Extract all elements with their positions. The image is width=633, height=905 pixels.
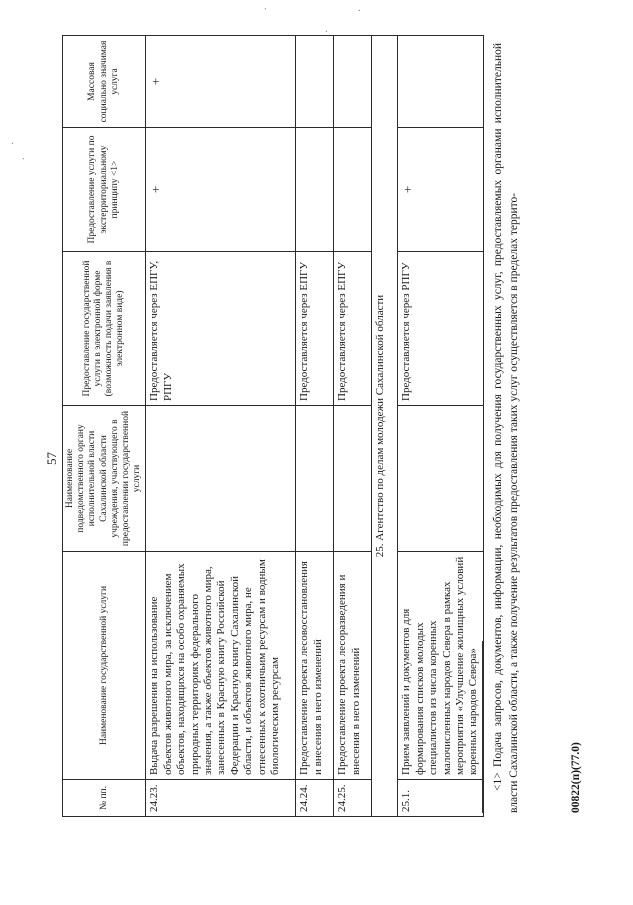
scan-speck: .: [16, 157, 27, 160]
header-service: Наименование государственной услуги: [63, 552, 146, 780]
agency-cell: [334, 406, 372, 552]
row-number: 24.24.: [296, 780, 334, 817]
mass-cell: +: [146, 36, 296, 128]
mass-cell: [398, 36, 483, 128]
footnote-divider: [482, 641, 483, 813]
table-row: [146, 36, 296, 817]
scan-speck: ·: [322, 29, 333, 33]
table-row: [398, 36, 483, 817]
section-row: [372, 36, 398, 817]
agency-cell: [146, 406, 296, 552]
electronic-cell: Предоставляется через ЕПГУ: [296, 252, 334, 406]
service-name: Выдача разрешения на использование объектов животного мира, за исключением объектов, находящихся на особо охраняемых природных территориях федерального значения, а также объектов животного мира, занесенных в Красную книгу Российской Федерации и Красную книгу Сахалинской области, и объектов животного мира, не отнесенных к охотничьим ресурсам и водным биологическим ресурсам: [146, 552, 296, 780]
scan-speck: ·: [355, 8, 366, 12]
electronic-cell: Предоставляется через ЕПГУ, РПГУ: [146, 252, 296, 406]
page-number: 57: [44, 452, 59, 465]
service-name: Предоставление проекта лесоразведения и внесения в него изменений: [334, 552, 372, 780]
mass-cell: [296, 36, 334, 128]
footnote-text: <1> Подача запросов, документов, информации, необходимых для получения государственных услуг, предоставляемых органами исполнительной власти Сахалинской области, а также получение результатов предоставления таких услуг осуществляется в пределах террито-: [492, 43, 520, 813]
row-number: 24.23.: [146, 780, 296, 817]
table-row: [334, 36, 372, 817]
header-extraterritorial: Предоставление услуги по экстерриториальному принципу <1>: [63, 128, 146, 252]
electronic-cell: Предоставляется через ЕПГУ: [334, 252, 372, 406]
service-name: Предоставление проекта лесовосстановления и внесения в него изменений: [296, 552, 334, 780]
row-number: 24.25.: [334, 780, 372, 817]
agency-cell: [296, 406, 334, 552]
extraterritorial-cell: +: [398, 128, 483, 252]
extraterritorial-cell: +: [146, 128, 296, 252]
agency-cell: [398, 406, 483, 552]
table-header-row: [63, 36, 146, 817]
scan-speck: ·: [8, 141, 19, 145]
mass-cell: [334, 36, 372, 128]
row-number: 25.1.: [398, 780, 483, 817]
service-name: Прием заявлений и документов для формирования списков молодых специалистов из числа коренных малочисленных народов Севера в рамках мероприятия «Улучшение жилищных условий коренных народов Севера»: [398, 552, 483, 780]
header-num: № пп.: [63, 780, 146, 817]
header-mass: Массовая социально значимая услуга: [63, 36, 146, 128]
scan-speck: .: [258, 7, 269, 10]
header-agency: Наименование подведомственного органу исполнительной власти Сахалинской области учреждения, участвующего в предоставлении государственной услуги: [63, 406, 146, 552]
extraterritorial-cell: [334, 128, 372, 252]
extraterritorial-cell: [296, 128, 334, 252]
electronic-cell: Предоставляется через РПГУ: [398, 252, 483, 406]
services-table: [62, 35, 484, 817]
table-row: [296, 36, 334, 817]
document-code: 00822(п)(77.0): [570, 742, 582, 813]
header-electronic: Предоставление государственной услуги в электронной форме (возможность подачи заявления в электронном виде): [63, 252, 146, 406]
section-title: 25. Агентство по делам молодежи Сахалинской области: [372, 36, 398, 817]
